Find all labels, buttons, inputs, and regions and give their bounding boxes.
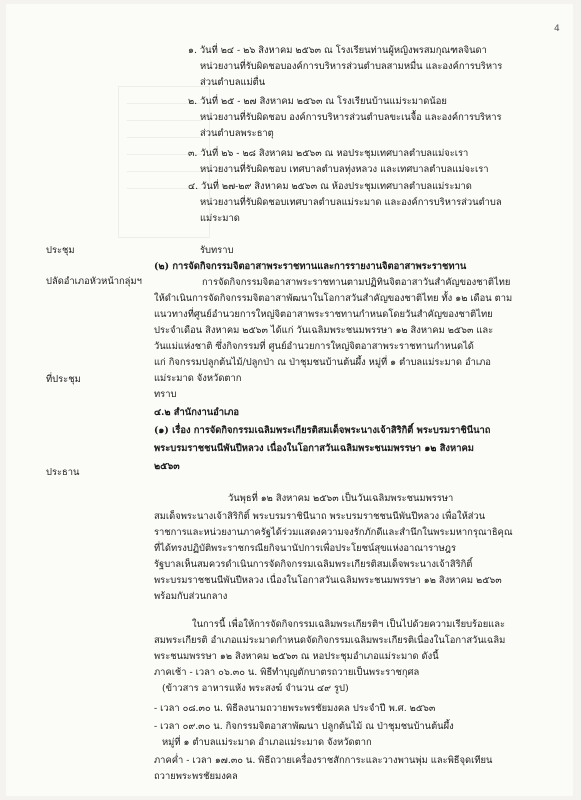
text-line: สมเด็จพระนางเจ้าสิริกิติ์ พระบรมราชินีนาถ พระบรมราชชนนีพันปีหลวง เพื่อให้ส่วน: [154, 511, 486, 522]
label-district-officer: ปลัดอำเภอหัวหน้ากลุ่มฯ: [46, 276, 142, 287]
text-line: หน่วยงานที่รับผิดชอบ เทศบาลตำบลทุ่งหลวง และเทศบาลตำบลแม่จะเรา: [200, 164, 489, 175]
text-line: - เวลา ๐๙.๓๐ น. กิจกรรมจิตอาสาพัฒนา ปลูกต้นไม้ ณ ป่าชุมชนบ้านต้นผึ้ง: [154, 721, 454, 732]
section-heading: (๑) เรื่อง การจัดกิจกรรมเฉลิมพระเกียรติสมเด็จพระนางเจ้าสิริกิติ์ พระบรมราชินีนาถ: [154, 425, 491, 436]
text-line: ๔. วันที่ ๒๗-๒๙ สิงหาคม ๒๕๖๓ ณ ห้องประชุมเทศบาลตำบลแม่ระมาด: [188, 181, 472, 192]
text-line: หน่วยงานที่รับผิดชอบองค์การบริหารส่วนตำบลสามหมื่น และองค์การบริหาร: [200, 61, 503, 72]
text-line: รับทราบ: [200, 245, 234, 256]
text-line: ๓. วันที่ ๒๖ - ๒๘ สิงหาคม ๒๕๖๓ ณ หอประชุมเทศบาลตำบลแม่จะเรา: [188, 148, 469, 159]
text-line: แก่ กิจกรรมปลูกต้นไม้/ปลูกป่า ณ ป่าชุมชนบ้านต้นผึ้ง หมู่ที่ ๑ ตำบลแม่ระมาด อำเภอ: [154, 357, 491, 368]
section-heading: ๒๕๖๓: [154, 461, 180, 472]
text-line: ถวายพระพรชัยมงคล: [154, 771, 238, 782]
text-line: ส่วนตำบลแม่ตื่น: [200, 77, 266, 88]
text-line: ๒. วันที่ ๒๕ - ๒๗ สิงหาคม ๒๕๖๓ ณ โรงเรียนบ้านแม่ระมาดน้อย: [188, 96, 447, 107]
text-line: พร้อมกับส่วนกลาง: [154, 591, 228, 602]
text-line: ส่วนตำบลพระธาตุ: [200, 128, 274, 139]
text-line: สมพระเกียรติ อำเภอแม่ระมาดกำหนดจัดกิจกรรมเฉลิมพระเกียรติเนื่องในโอกาสวันเฉลิม: [154, 635, 506, 646]
label-chair: ประธาน: [46, 467, 80, 478]
bleed-through-table: [118, 86, 210, 238]
label-meeting-2: ที่ประชุม: [46, 374, 81, 385]
text-line: วันพุธที่ ๑๒ สิงหาคม ๒๕๖๓ เป็นวันเฉลิมพระชนมพรรษา: [228, 493, 454, 504]
page-number: 4: [554, 24, 560, 34]
text-line: แนวทางที่ศูนย์อำนวยการใหญ่จิตอาสาพระราชทานกำหนดโดยวันสำคัญของชาติไทย: [154, 309, 493, 320]
text-line: หน่วยงานที่รับผิดชอบเทศบาลตำบลแม่ระมาด และองค์การบริหารส่วนตำบล: [200, 197, 502, 208]
text-line: แม่ระมาด จังหวัดตาก: [154, 373, 242, 384]
text-line: หน่วยงานที่รับผิดชอบ องค์การบริหารส่วนตำบลขะเนจื้อ และองค์การบริหาร: [200, 112, 502, 123]
text-line: ที่ได้ทรงปฏิบัติพระราชกรณียกิจนานัปการเพื่อประโยชน์สุขแห่งอาณาราษฎร: [154, 543, 456, 554]
text-line: พระบรมราชชนนีพันปีหลวง เนื่องในโอกาสวันเฉลิมพระชนมพรรษา ๑๒ สิงหาคม ๒๕๖๓: [154, 575, 502, 586]
text-line: พระชนมพรรษา ๑๒ สิงหาคม ๒๕๖๓ ณ หอประชุมอำเภอแม่ระมาด ดังนี้: [154, 651, 439, 662]
text-line: (ข้าวสาร อาหารแห้ง พระสงฆ์ จำนวน ๔๙ รูป): [162, 683, 349, 694]
text-line: แม่ระมาด: [200, 213, 240, 224]
text-line: ในการนี้ เพื่อให้การจัดกิจกรรมเฉลิมพระเกียรติฯ เป็นไปด้วยความเรียบร้อยและ: [192, 619, 506, 630]
text-line: ๑. วันที่ ๒๔ - ๒๖ สิงหาคม ๒๕๖๓ ณ โรงเรียนท่านผู้หญิงพรสมกุณฑลจินดา: [188, 45, 487, 56]
text-line: ราชการและหน่วยงานภาครัฐได้ร่วมแสดงความจงรักภักดีและสำนึกในพระมหากรุณาธิคุณ: [154, 527, 513, 538]
section-heading: ๔.๒ สำนักงานอำเภอ: [154, 407, 240, 418]
text-line: - เวลา ๐๘.๓๐ น. พิธีลงนามถวายพระพรชัยมงคล ประจำปี พ.ศ. ๒๕๖๓: [154, 703, 436, 714]
text-line: ภาคค่ำ - เวลา ๑๗.๓๐ น. พิธีถวายเครื่องราชสักการะและวางพานพุ่ม และพิธีจุดเทียน: [154, 755, 493, 766]
text-line: หมู่ที่ ๑ ตำบลแม่ระมาด อำเภอแม่ระมาด จังหวัดตาก: [162, 737, 372, 748]
text-line: ทราบ: [154, 389, 177, 400]
section-heading: พระบรมราชชนนีพันปีหลวง เนื่องในโอกาสวันเฉลิมพระชนมพรรษา ๑๒ สิงหาคม: [154, 443, 474, 454]
text-line: ให้ดำเนินการจัดกิจกรรมจิตอาสาพัฒนาในโอกาสวันสำคัญของชาติไทย ทั้ง ๑๒ เดือน ตาม: [154, 293, 513, 304]
label-meeting-1: ประชุม: [46, 245, 75, 256]
document-page: [6, 4, 573, 796]
section-heading: (๒) การจัดกิจกรรมจิตอาสาพระราชทานและการรายงานจิตอาสาพระราชทาน: [154, 261, 467, 272]
text-line: ภาคเช้า - เวลา ๐๖.๓๐ น. พิธีทำบุญตักบาตรถวายเป็นพระราชกุศล: [154, 667, 420, 678]
text-line: ประจำเดือน สิงหาคม ๒๕๖๓ ได้แก่ วันเฉลิมพระชนมพรรษา ๑๒ สิงหาคม ๒๕๖๓ และ: [154, 325, 494, 336]
text-line: รัฐบาลเห็นสมควรดำเนินการจัดกิจกรรมเฉลิมพระเกียรติสมเด็จพระนางเจ้าสิริกิติ์: [154, 559, 473, 570]
text-line: การจัดกิจกรรมจิตอาสาพระราชทานตามปฏิทินจิตอาสาวันสำคัญของชาติไทย: [202, 277, 511, 288]
text-line: วันแม่แห่งชาติ ซึ่งกิจกรรมที่ ศูนย์อำนวยการใหญ่จิตอาสาพระราชทานกำหนดได้: [154, 341, 474, 352]
